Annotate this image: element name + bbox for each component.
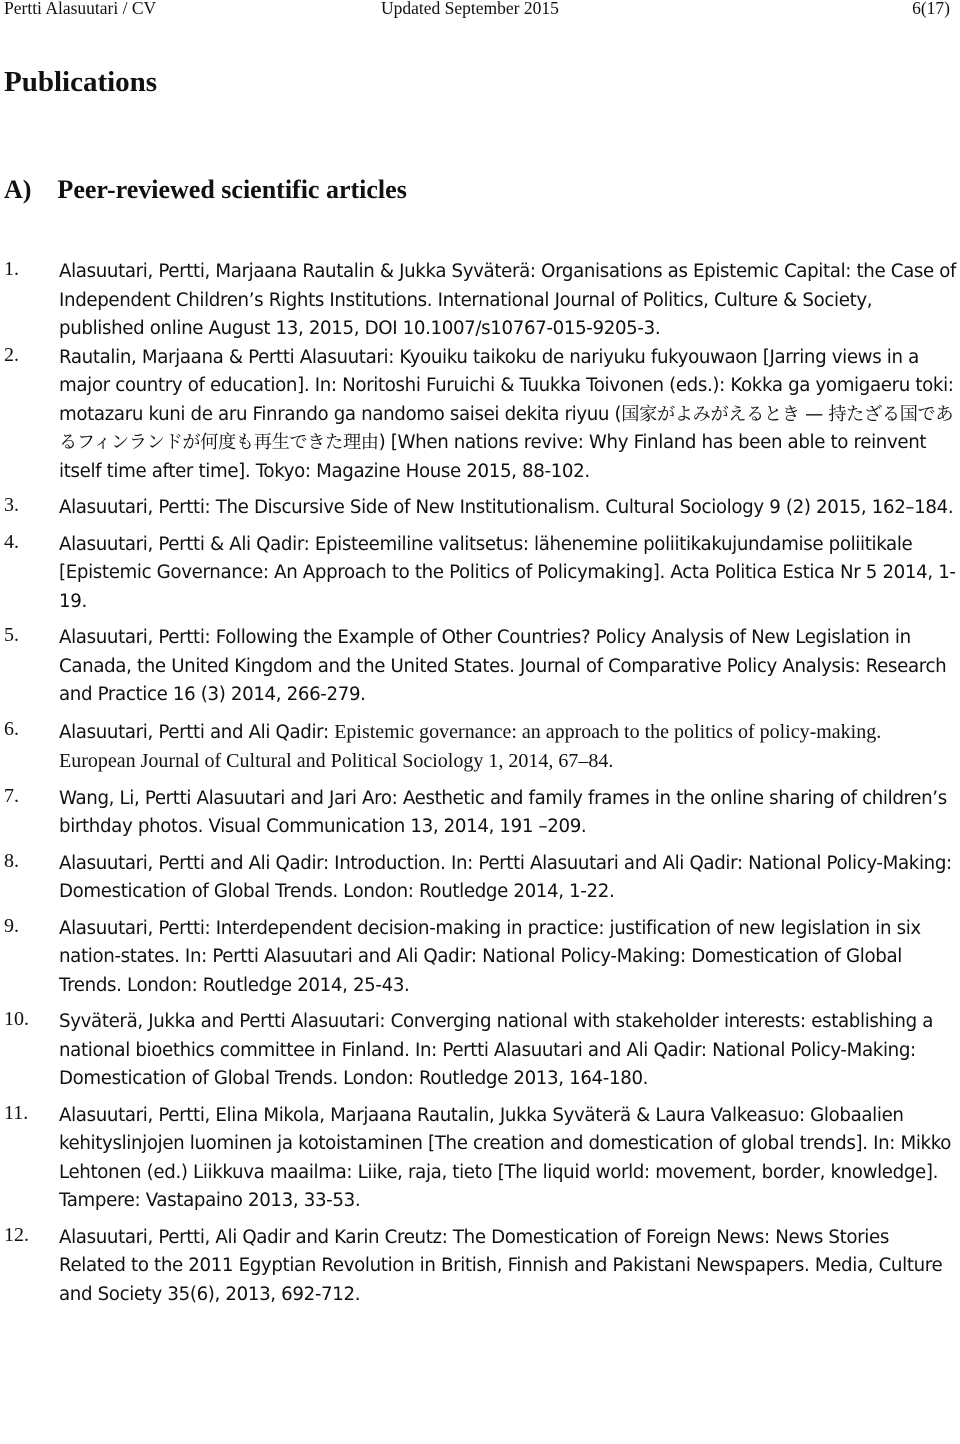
list-item [0, 915, 960, 1001]
list-item [0, 1008, 960, 1094]
item-text [59, 718, 957, 777]
list-item [0, 850, 960, 907]
item-text: Alasuutari, Pertti, Elina Mikola, Marjaana Rautalin, Jukka Syväterä & Laura Valkeasuo: Globaalien kehityslinjojen luominen ja kotoistaminen [The creation and domestication of global trends]. In: Mikko Lehtonen (ed.) Liikkuva maailma: Liike, raja, tieto [The liquid world: movement, border, knowledge]. Tampere: Vastapaino 2013, 33-53. [59, 1104, 952, 1211]
item-text: Alasuutari, Pertti and Ali Qadir: Introduction. In: Pertti Alasuutari and Ali Qadir: National Policy-Making: Domestication of Global Trends. London: Routledge 2014, 1-22. [59, 852, 952, 902]
item-number: 11. [4, 1101, 29, 1124]
item-text: Wang, Li, Pertti Alasuutari and Jari Aro: Aesthetic and family frames in the online sharing of children’s birthday photos. Visual Communication 13, 2014, 191 –209. [59, 787, 947, 837]
page-title: Publications [4, 66, 158, 98]
list-item [0, 344, 960, 487]
list-item [0, 1224, 960, 1310]
publication-list [0, 258, 960, 1309]
list-item [0, 258, 960, 344]
list-item [0, 624, 960, 710]
item-number: 5. [4, 624, 19, 646]
header-author: Pertti Alasuutari / CV [4, 0, 157, 18]
item-number: 7. [4, 784, 19, 807]
list-item [0, 494, 960, 523]
item-text: Alasuutari, Pertti, Ali Qadir and Karin Creutz: The Domestication of Foreign News: News Stories Related to the 2011 Egyptian Revolution in British, Finnish and Pakistani Newspapers. Media, Culture and Society 35(6), 2013, 692-712. [59, 1226, 943, 1305]
item-number: 3. [4, 494, 19, 516]
item-text: Alasuutari, Pertti: Following the Example of Other Countries? Policy Analysis of New Legislation in Canada, the United Kingdom and the United States. Journal of Comparative Policy Analysis: Research and Practice 16 (3) 2014, 266-279. [59, 627, 947, 705]
item-number: 9. [4, 914, 19, 937]
header-updated: Updated September 2015 [381, 0, 559, 18]
item-number: 8. [4, 849, 19, 872]
item-number: 6. [4, 717, 19, 740]
item-text: Alasuutari, Pertti: The Discursive Side of New Institutionalism. Cultural Sociology 9 (2) 2015, 162–184. [59, 497, 954, 518]
item-text: Syväterä, Jukka and Pertti Alasuutari: Converging national with stakeholder interests: establishing a national bioethics committee in Finland. In: Pertti Alasuutari and Ali Qadir: National Policy-Making: Domestication of Global Trends. London: Routledge 2013, 164-180. [59, 1011, 934, 1089]
item-text-authors: Alasuutari, Pertti and Ali Qadir: [59, 721, 335, 743]
item-number: 2. [4, 343, 19, 366]
item-text-title: Epistemic governance: an approach to the politics of policy-making. European Journal of Cultural and Political Sociology 1, 2014, 67–84. [59, 720, 882, 772]
list-item [0, 718, 960, 777]
list-item [0, 785, 960, 842]
list-item [0, 1102, 960, 1216]
header-page-number: 6(17) [912, 0, 950, 18]
item-number: 12. [4, 1223, 29, 1246]
item-number: 10. [4, 1008, 29, 1030]
list-item [0, 531, 960, 617]
item-text: Rautalin, Marjaana & Pertti Alasuutari: Kyouiku taikoku de nariyuku fukyouwaon [Jarring views in a major country of education]. In: Noritoshi Furuichi & Tuukka Toivonen (eds.): Kokka ga yomigaeru toki: motazaru kuni de aru Finrando ga nandomo saisei dekita riyuu (国家がよみがえるとき — 持たざる国であるフィンランドが何度も再生できた理由) [When nations revive: Why Finland has been able to reinvent itself time after time]. Tokyo: Magazine House 2015, 88-102. [59, 346, 954, 482]
item-number: 1. [4, 258, 19, 280]
item-text: Alasuutari, Pertti, Marjaana Rautalin & Jukka Syväterä: Organisations as Epistemic Capital: the Case of Independent Children’s Rights Institutions. International Journal of Politics, Culture & Society, published online August 13, 2015, DOI 10.1007/s10767-015-9205-3. [59, 261, 957, 339]
page-header [4, 0, 954, 20]
item-number: 4. [4, 530, 19, 553]
item-text: Alasuutari, Pertti: Interdependent decision-making in practice: justification of new legislation in six nation-states. In: Pertti Alasuutari and Ali Qadir: National Policy-Making: Domestication of Global Trends. London: Routledge 2014, 25-43. [59, 917, 921, 996]
section-heading: A) Peer-reviewed scientific articles [4, 175, 407, 204]
item-text: Alasuutari, Pertti & Ali Qadir: Episteemiline valitsetus: lähenemine poliitikakujundamise poliitikale [Epistemic Governance: An Approach to the Politics of Policymaking]. Acta Politica Estica Nr 5 2014, 1-19. [59, 533, 956, 612]
